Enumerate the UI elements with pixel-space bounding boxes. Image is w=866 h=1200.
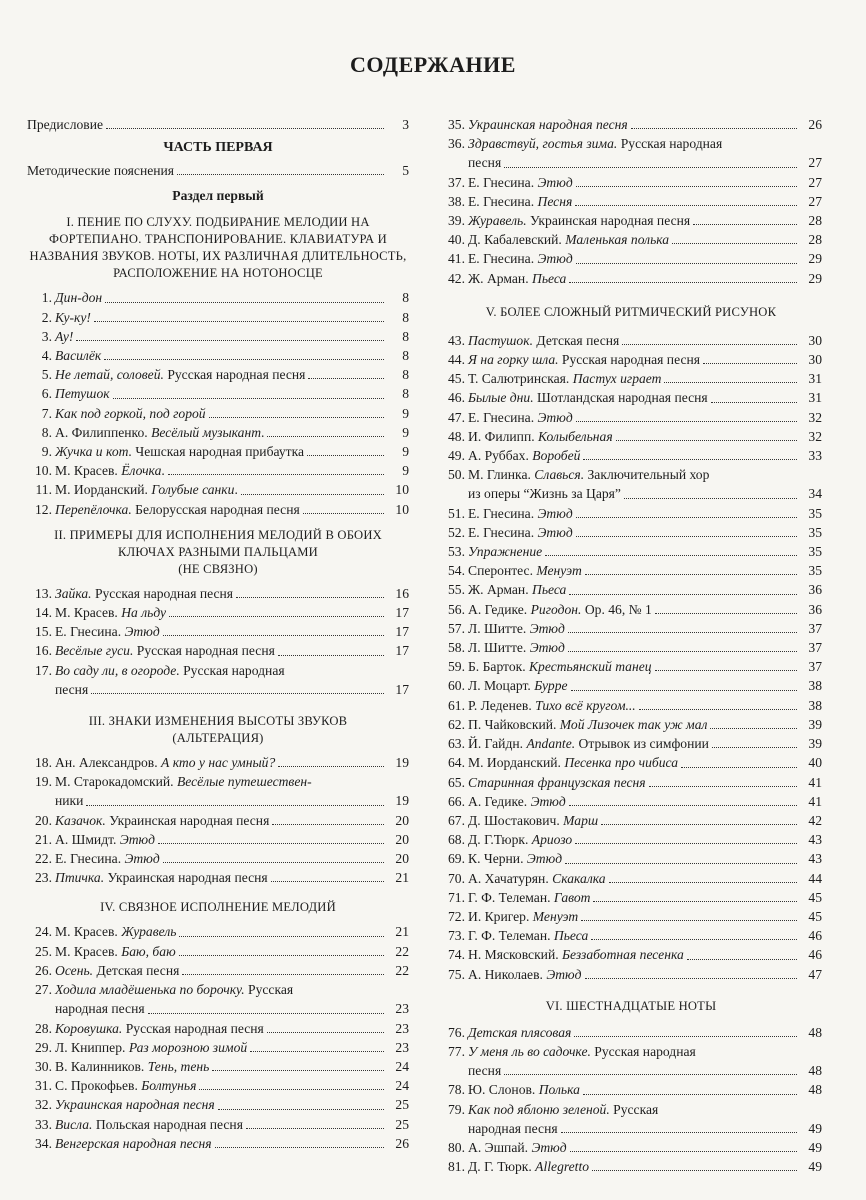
toc-entry[interactable]: 11. М. Иорданский. Голубые санки. 10 (35, 482, 409, 498)
leader-dots (569, 805, 797, 806)
toc-entry[interactable]: 46. Былые дни. Шотландская народная песня 31 (448, 390, 822, 406)
toc-entry[interactable]: 60. Л. Моцарт. Бурре 38 (448, 678, 822, 694)
toc-entry[interactable]: 1. Дин-дон 8 (41, 290, 409, 306)
toc-entry[interactable]: 38. Е. Гнесина. Песня 27 (448, 193, 822, 209)
toc-entry[interactable]: 30. В. Калинников. Тень, тень 24 (35, 1058, 409, 1074)
leader-dots (609, 882, 797, 883)
toc-entry-method[interactable]: Методические пояснения 5 (27, 163, 409, 179)
leader-dots (576, 186, 797, 187)
toc-list-sec1 (27, 288, 409, 518)
leader-dots (236, 597, 384, 598)
leader-dots (212, 1070, 384, 1071)
toc-list-sec4a (27, 922, 409, 980)
leader-dots (583, 459, 797, 460)
leader-dots (179, 955, 384, 956)
leader-dots (576, 421, 797, 422)
leader-dots (105, 302, 384, 303)
toc-entry[interactable]: 7. Как под горкой, под горой 9 (41, 405, 409, 421)
leader-dots (169, 616, 384, 617)
toc-entry[interactable]: 43. Пастушок. Детская песня 30 (448, 332, 822, 348)
toc-entry[interactable]: 57. Л. Шитте. Этюд 37 (448, 620, 822, 636)
section-title-1: I. ПЕНИЕ ПО СЛУХУ. ПОДБИРАНИЕ МЕЛОДИИ НА ФОРТЕПИАНО. ТРАНСПОНИРОВАНИЕ. КЛАВИАТУРА И НАЗВАНИЯ ЗВУКОВ. НОТЫ, ИХ РАЗЛИЧНАЯ ДЛИТЕЛЬНОСТЬ, РАСПОЛОЖЕНИЕ НА НОТОНОСЦЕ (29, 215, 407, 281)
leader-dots (575, 843, 797, 844)
toc-entry[interactable]: 66. А. Гедике. Этюд 41 (448, 793, 822, 809)
leader-dots (576, 536, 797, 537)
leader-dots (571, 690, 797, 691)
leader-dots (681, 767, 797, 768)
toc-entry[interactable]: 48. И. Филипп. Колыбельная 32 (448, 428, 822, 444)
section-title-6: VI. ШЕСТНАДЦАТЫЕ НОТЫ (545, 998, 717, 1013)
leader-dots (631, 128, 797, 129)
toc-left-column (27, 115, 409, 1153)
toc-entry[interactable]: 74. Н. Мясковский. Беззаботная песенка 46 (448, 947, 822, 963)
leader-dots (168, 474, 384, 475)
leader-dots (561, 1132, 797, 1133)
toc-entry[interactable]: 41. Е. Гнесина. Этюд 29 (448, 251, 822, 267)
leader-dots (199, 1089, 384, 1090)
leader-dots (76, 340, 384, 341)
leader-dots (574, 1036, 797, 1037)
leader-dots (703, 363, 797, 364)
toc-entry[interactable]: 35. Украинская народная песня 26 (448, 117, 822, 132)
leader-dots (624, 498, 797, 499)
toc-entry[interactable]: 25. М. Красев. Баю, баю 22 (35, 943, 409, 959)
leader-dots (267, 1032, 384, 1033)
leader-dots (158, 843, 384, 844)
toc-entry[interactable]: 4. Василёк 8 (41, 348, 409, 364)
toc-entry[interactable]: 76. Детская плясовая 48 (448, 1024, 822, 1040)
toc-entry[interactable]: 72. И. Кригер. Менуэт 45 (448, 908, 822, 924)
toc-list-sec2 (27, 584, 409, 661)
part-heading: ЧАСТЬ ПЕРВАЯ (163, 140, 273, 156)
leader-dots (113, 398, 384, 399)
toc-entry[interactable]: 23. Птичка. Украинская народная песня 21 (35, 870, 409, 886)
section-heading: Раздел первый (172, 188, 264, 204)
toc-entry[interactable]: 3. Ау! 8 (41, 328, 409, 344)
toc-entry[interactable]: 54. Сперонтес. Менуэт 35 (448, 563, 822, 579)
leader-dots (307, 455, 384, 456)
toc-entry[interactable]: 80. А. Эшпай. Этюд 49 (448, 1139, 822, 1155)
toc-entry[interactable]: 10. М. Красев. Ёлочка. 9 (35, 463, 409, 479)
page-title: СОДЕРЖАНИЕ (350, 52, 516, 77)
toc-entry[interactable]: 36. Здравствуй, гостья зима. Русская народная песня 27 (448, 136, 822, 171)
toc-entry-preface[interactable]: Предисловие 3 (27, 117, 409, 132)
toc-entry[interactable]: 55. Ж. Арман. Пьеса 36 (448, 582, 822, 598)
toc-entry[interactable]: 49. А. Руббах. Воробей 33 (448, 448, 822, 464)
toc-entry[interactable]: 62. П. Чайковский. Мой Лизочек так уж мал 39 (448, 716, 822, 732)
leader-dots (271, 881, 384, 882)
toc-entry[interactable]: 73. Г. Ф. Телеман. Пьеса 46 (448, 928, 822, 944)
leader-dots (308, 378, 384, 379)
toc-entry[interactable]: 18. Ан. Александров. А кто у нас умный? 19 (35, 755, 409, 771)
leader-dots (711, 402, 797, 403)
leader-dots (179, 936, 384, 937)
toc-list-sec6b (440, 1138, 822, 1176)
leader-dots (575, 205, 797, 206)
leader-dots (504, 167, 797, 168)
toc-list-sec4b (27, 1019, 409, 1153)
toc-entry[interactable]: 78. Ю. Слонов. Полька 48 (448, 1082, 822, 1098)
toc-entry[interactable]: 5. Не летай, соловей. Русская народная песня 8 (41, 367, 409, 383)
toc-entry[interactable]: 20. Казачок. Украинская народная песня 20 (35, 812, 409, 828)
leader-dots (272, 824, 384, 825)
section-title-4: IV. СВЯЗНОЕ ИСПОЛНЕНИЕ МЕЛОДИЙ (100, 900, 336, 915)
toc-entry[interactable]: 24. М. Красев. Журавель 21 (35, 924, 409, 940)
leader-dots (250, 1051, 384, 1052)
leader-dots (246, 1128, 384, 1129)
toc-entry[interactable]: 21. А. Шмидт. Этюд 20 (35, 831, 409, 847)
leader-dots (215, 1147, 384, 1148)
leader-dots (655, 613, 797, 614)
toc-entry[interactable]: 44. Я на горку шла. Русская народная песня 30 (448, 352, 822, 368)
leader-dots (585, 978, 798, 979)
toc-entry[interactable]: 71. Г. Ф. Телеман. Гавот 45 (448, 889, 822, 905)
leader-dots (163, 862, 384, 863)
toc-entry[interactable]: 52. Е. Гнесина. Этюд 35 (448, 524, 822, 540)
toc-entry[interactable]: 61. Р. Леденев. Тихо всё кругом... 38 (448, 697, 822, 713)
toc-entry[interactable]: 42. Ж. Арман. Пьеса 29 (448, 270, 822, 286)
toc-entry[interactable]: 45. Т. Салютринская. Пастух играет 31 (448, 371, 822, 387)
section-title-5: V. БОЛЕЕ СЛОЖНЫЙ РИТМИЧЕСКИЙ РИСУНОК (485, 304, 777, 319)
toc-entry[interactable]: 67. Д. Шостакович. Марш 42 (448, 812, 822, 828)
toc-entry[interactable]: 6. Петушок 8 (41, 386, 409, 402)
toc-entry[interactable]: 26. Осень. Детская песня 22 (35, 962, 409, 978)
leader-dots (576, 263, 797, 264)
toc-right-column (440, 115, 822, 1176)
toc-entry[interactable]: 28. Коровушка. Русская народная песня 23 (35, 1020, 409, 1036)
toc-entry[interactable]: 12. Перепёлочка. Белорусская народная песня 10 (35, 501, 409, 517)
toc-entry[interactable]: 15. Е. Гнесина. Этюд 17 (35, 624, 409, 640)
leader-dots (182, 974, 384, 975)
leader-dots (583, 1094, 797, 1095)
leader-dots (218, 1109, 384, 1110)
leader-dots (267, 436, 384, 437)
toc-entry[interactable]: 22. Е. Гнесина. Этюд 20 (35, 851, 409, 867)
toc-entry[interactable]: 9. Жучка и кот. Чешская народная прибаутка 9 (41, 444, 409, 460)
leader-dots (639, 709, 797, 710)
leader-dots (91, 693, 384, 694)
toc-entry[interactable]: 51. Е. Гнесина. Этюд 35 (448, 505, 822, 521)
leader-dots (504, 1074, 797, 1075)
leader-dots (655, 670, 797, 671)
leader-dots (585, 574, 797, 575)
leader-dots (94, 321, 384, 322)
leader-dots (710, 728, 797, 729)
toc-entry[interactable]: 33. Висла. Польская народная песня 25 (35, 1116, 409, 1132)
toc-entry[interactable]: 17. Во саду ли, в огороде. Русская народная песня 17 (35, 662, 409, 697)
toc-entry[interactable]: 31. С. Прокофьев. Болтунья 24 (35, 1078, 409, 1094)
toc-entry[interactable]: 70. А. Хачатурян. Скакалка 44 (448, 870, 822, 886)
leader-dots (664, 382, 797, 383)
leader-dots (601, 824, 797, 825)
leader-dots (672, 243, 797, 244)
toc-entry[interactable]: 68. Д. Г.Тюрк. Ариозо 43 (448, 832, 822, 848)
toc-entry[interactable]: 27. Ходила младёшенька по борочку. Русская народная песня 23 (35, 982, 409, 1017)
leader-dots (86, 805, 384, 806)
leader-dots (104, 359, 384, 360)
toc-entry[interactable]: 37. Е. Гнесина. Этюд 27 (448, 174, 822, 190)
toc-entry[interactable]: 19. М. Старокадомский. Весёлые путешествен- ники 19 (35, 774, 409, 809)
leader-dots (163, 635, 384, 636)
leader-dots (565, 863, 797, 864)
leader-dots (593, 901, 797, 902)
toc-entry[interactable]: 32. Украинская народная песня 25 (35, 1097, 409, 1113)
toc-entry[interactable]: 53. Упражнение 35 (448, 544, 822, 560)
toc-list-sec3 (27, 811, 409, 888)
leader-dots (569, 282, 797, 283)
leader-dots (568, 632, 797, 633)
toc-entry[interactable]: 59. Б. Барток. Крестьянский танец 37 (448, 659, 822, 675)
leader-dots (687, 959, 797, 960)
leader-dots (241, 494, 384, 495)
toc-entry[interactable]: 8. А. Филиппенко. Весёлый музыкант. 9 (41, 424, 409, 440)
toc-entry[interactable]: 13. Зайка. Русская народная песня 16 (35, 585, 409, 601)
toc-entry[interactable]: 40. Д. Кабалевский. Маленькая полька 28 (448, 232, 822, 248)
leader-dots (303, 513, 384, 514)
toc-entry[interactable]: 29. Л. Книппер. Раз морозною зимой 23 (35, 1039, 409, 1055)
toc-entry[interactable]: 34. Венгерская народная песня 26 (35, 1135, 409, 1151)
toc-entry[interactable]: 47. Е. Гнесина. Этюд 32 (448, 409, 822, 425)
toc-entry[interactable]: 50. М. Глинка. Славься. Заключительный хор из оперы “Жизнь за Царя” 34 (448, 467, 822, 502)
leader-dots (209, 417, 384, 418)
toc-entry[interactable]: 14. М. Красев. На льду 17 (35, 605, 409, 621)
toc-entry[interactable]: 58. Л. Шитте. Этюд 37 (448, 640, 822, 656)
toc-entry[interactable]: 75. А. Николаев. Этюд 47 (448, 966, 822, 982)
leader-dots (581, 920, 797, 921)
leader-dots (591, 939, 797, 940)
toc-entry[interactable]: 79. Как под яблоню зеленой. Русская народная песня 49 (448, 1101, 822, 1136)
leader-dots (545, 555, 797, 556)
toc-entry[interactable]: 39. Журавель. Украинская народная песня 28 (448, 213, 822, 229)
leader-dots (570, 1151, 797, 1152)
leader-dots (148, 1013, 384, 1014)
leader-dots (712, 747, 797, 748)
toc-entry[interactable]: 77. У меня ль во садочке. Русская народная песня 48 (448, 1043, 822, 1079)
leader-dots (693, 224, 797, 225)
toc-entry[interactable]: 69. К. Черни. Этюд 43 (448, 851, 822, 867)
toc-entry[interactable]: 56. А. Гедике. Ригодон. Ор. 46, № 1 36 (448, 601, 822, 617)
toc-entry[interactable]: 16. Весёлые гуси. Русская народная песня 17 (35, 643, 409, 659)
toc-entry[interactable]: 81. Д. Г. Тюрк. Allegretto 49 (448, 1159, 822, 1175)
toc-entry[interactable]: 2. Ку-ку! 8 (41, 309, 409, 325)
section-title-2: II. ПРИМЕРЫ ДЛЯ ИСПОЛНЕНИЯ МЕЛОДИЙ В ОБОИХ КЛЮЧАХ РАЗНЫМИ ПАЛЬЦАМИ (НЕ СВЯЗНО) (54, 527, 382, 576)
leader-dots (622, 344, 797, 345)
leader-dots (568, 651, 797, 652)
leader-dots (278, 655, 384, 656)
leader-dots (278, 766, 384, 767)
section-title-3: III. ЗНАКИ ИЗМЕНЕНИЯ ВЫСОТЫ ЗВУКОВ (АЛЬТЕРАЦИЯ) (88, 714, 348, 746)
toc-entry[interactable]: 63. Й. Гайдн. Andante. Отрывок из симфонии 39 (448, 736, 822, 752)
toc-list-sec5a (440, 331, 822, 465)
leader-dots (649, 786, 797, 787)
toc-list-sec5b (440, 504, 822, 984)
leader-dots (569, 594, 797, 595)
toc-entry[interactable]: 64. М. Иорданский. Песенка про чибиса 40 (448, 755, 822, 771)
leader-dots (616, 440, 797, 441)
leader-dots (592, 1170, 797, 1171)
toc-entry[interactable]: 65. Старинная французская песня 41 (448, 774, 822, 790)
leader-dots (576, 517, 797, 518)
